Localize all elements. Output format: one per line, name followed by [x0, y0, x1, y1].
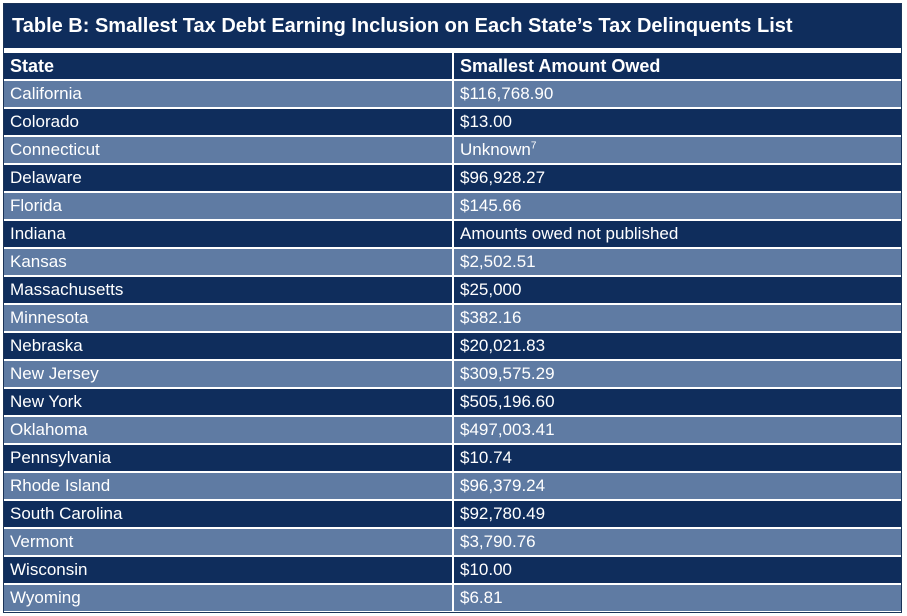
- table-row: [4, 193, 901, 219]
- amount-text: $13.00: [460, 112, 512, 131]
- amount-cell: [454, 305, 901, 331]
- header-state: State: [4, 53, 452, 79]
- amount-text: $96,379.24: [460, 476, 546, 495]
- amount-cell: [454, 529, 901, 555]
- state-cell: South Carolina: [4, 501, 452, 527]
- state-cell: Nebraska: [4, 333, 452, 359]
- amount-text: $25,000: [460, 280, 522, 299]
- amount-text: $2,502.51: [460, 252, 536, 271]
- state-cell: Wisconsin: [4, 557, 452, 583]
- state-cell: California: [4, 81, 452, 107]
- table-row: [4, 333, 901, 359]
- table-header-row: [4, 53, 901, 79]
- amount-text: $20,021.83: [460, 336, 546, 355]
- table-row: [4, 557, 901, 583]
- amount-cell: [454, 361, 901, 387]
- state-cell: Wyoming: [4, 585, 452, 611]
- table-row: [4, 361, 901, 387]
- table-row: [4, 277, 901, 303]
- state-cell: New Jersey: [4, 361, 452, 387]
- table-row: [4, 473, 901, 499]
- amount-cell: [454, 193, 901, 219]
- table-row: [4, 165, 901, 191]
- amount-cell: [454, 333, 901, 359]
- table-row: [4, 585, 901, 611]
- amount-text: $497,003.41: [460, 420, 555, 439]
- table-row: [4, 221, 901, 247]
- amount-text: $10.00: [460, 560, 512, 579]
- footnote-marker: 7: [530, 140, 537, 152]
- amount-cell: [454, 277, 901, 303]
- state-cell: Kansas: [4, 249, 452, 275]
- amount-cell: [454, 585, 901, 611]
- amount-text: $116,768.90: [460, 84, 554, 103]
- amount-text: $10.74: [460, 448, 512, 467]
- state-cell: New York: [4, 389, 452, 415]
- state-cell: Indiana: [4, 221, 452, 247]
- header-amount: Smallest Amount Owed: [454, 53, 901, 79]
- table-body: [4, 53, 901, 613]
- amount-text: $6.81: [460, 588, 503, 607]
- state-cell: Connecticut: [4, 137, 452, 163]
- table-row: [4, 501, 901, 527]
- table-row: [4, 417, 901, 443]
- amount-cell: [454, 81, 901, 107]
- amount-cell: [454, 557, 901, 583]
- state-cell: Oklahoma: [4, 417, 452, 443]
- amount-cell: [454, 445, 901, 471]
- tax-delinquents-table: [3, 3, 902, 613]
- amount-cell: [454, 389, 901, 415]
- table-row: [4, 249, 901, 275]
- amount-text: $382.16: [460, 308, 522, 327]
- table-row: [4, 389, 901, 415]
- table-row: [4, 137, 901, 163]
- amount-cell: [454, 417, 901, 443]
- table-row: [4, 445, 901, 471]
- amount-cell: [454, 473, 901, 499]
- table-row: [4, 529, 901, 555]
- state-cell: Vermont: [4, 529, 452, 555]
- state-cell: Colorado: [4, 109, 452, 135]
- amount-text: $145.66: [460, 196, 522, 215]
- amount-cell: [454, 109, 901, 135]
- state-cell: Minnesota: [4, 305, 452, 331]
- data-rows: [4, 81, 901, 611]
- amount-cell: [454, 221, 901, 247]
- amount-text: $96,928.27: [460, 168, 546, 187]
- amount-text: $505,196.60: [460, 392, 555, 411]
- amount-cell: [454, 501, 901, 527]
- table-title: Table B: Smallest Tax Debt Earning Inclusion on Each State’s Tax Delinquents List: [4, 4, 901, 48]
- amount-cell: [454, 249, 901, 275]
- table-row: [4, 305, 901, 331]
- amount-cell: [454, 165, 901, 191]
- table-row: [4, 81, 901, 107]
- amount-text: Amounts owed not published: [460, 224, 679, 243]
- amount-text: $3,790.76: [460, 532, 536, 551]
- table-row: [4, 109, 901, 135]
- state-cell: Massachusetts: [4, 277, 452, 303]
- state-cell: Rhode Island: [4, 473, 452, 499]
- amount-text: Unknown: [460, 140, 531, 159]
- state-cell: Delaware: [4, 165, 452, 191]
- amount-text: $92,780.49: [460, 504, 546, 523]
- amount-text: $309,575.29: [460, 364, 555, 383]
- state-cell: Florida: [4, 193, 452, 219]
- amount-cell: [454, 137, 901, 163]
- state-cell: Pennsylvania: [4, 445, 452, 471]
